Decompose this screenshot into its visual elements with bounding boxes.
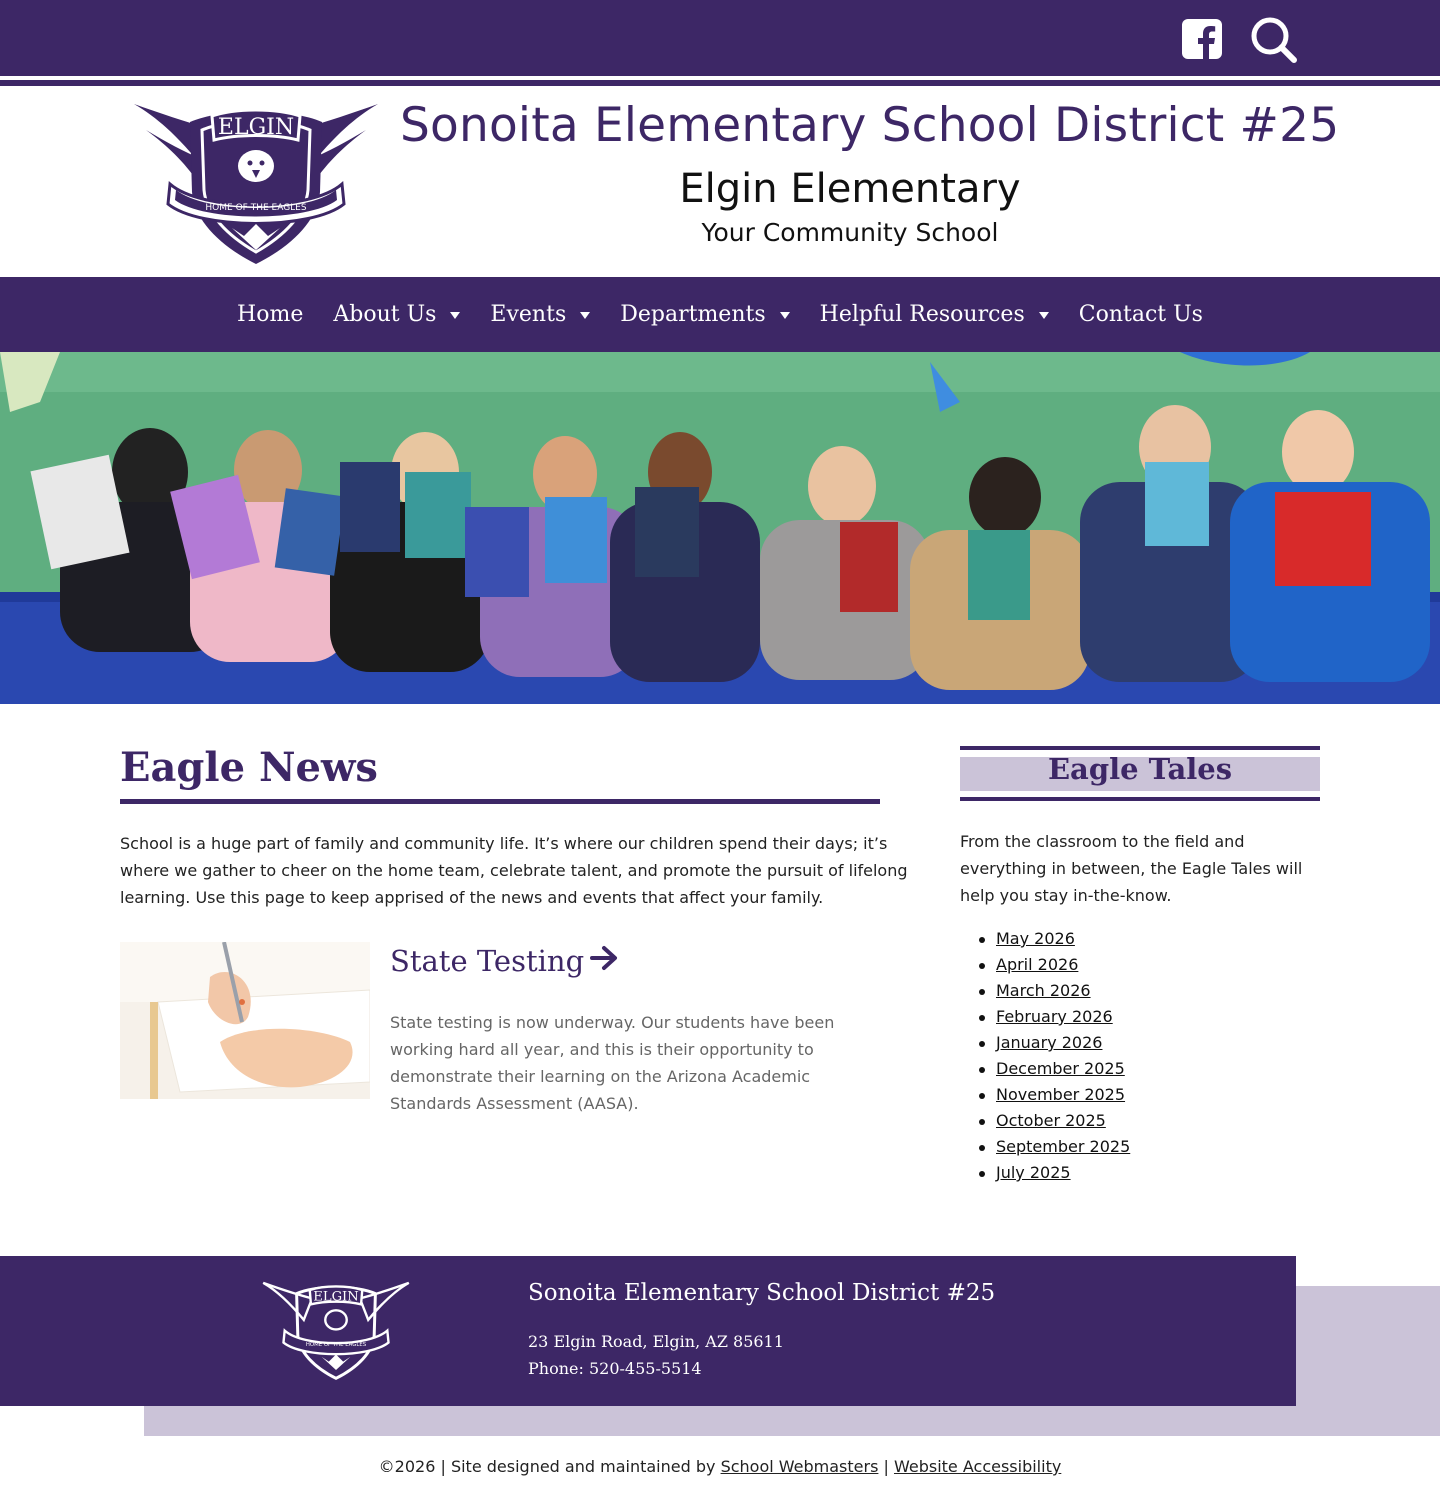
nav-item-label: Helpful Resources	[819, 302, 1025, 327]
accessibility-link[interactable]: Website Accessibility	[893, 1457, 1062, 1476]
page-title: Eagle News	[120, 744, 378, 791]
list-item	[960, 978, 1130, 1004]
facebook-icon[interactable]	[1182, 19, 1222, 59]
school-logo[interactable]	[132, 100, 380, 266]
nav-item-label: Contact Us	[1078, 302, 1203, 327]
school-tagline: Your Community School	[701, 218, 999, 247]
archive-link[interactable]: October 2025	[996, 1111, 1106, 1130]
archive-link[interactable]: May 2026	[996, 929, 1075, 948]
article-excerpt: State testing is now underway. Our students have been working hard all year, and this is their opportunity to demonstrate their learning on the Arizona Academic Standards Assessment (AASA).	[390, 1013, 835, 1113]
nav-item-label: Events	[490, 302, 567, 327]
copyright	[0, 1457, 1440, 1476]
webmaster-link[interactable]: School Webmasters	[720, 1457, 879, 1476]
copyright-separator: |	[883, 1457, 889, 1476]
article-title-link[interactable]	[390, 944, 620, 978]
list-item	[960, 1030, 1130, 1056]
title-divider	[120, 799, 880, 804]
sidebar-rule-top	[960, 746, 1320, 750]
archive-link[interactable]: February 2026	[996, 1007, 1113, 1026]
archive-link[interactable]: July 2025	[996, 1163, 1071, 1182]
archive-list	[960, 926, 1130, 1186]
search-icon[interactable]	[1250, 16, 1298, 64]
list-item	[960, 1108, 1130, 1134]
logo-text: ELGIN	[217, 115, 295, 140]
article-title: State Testing	[390, 944, 585, 978]
caret-down-icon	[580, 312, 590, 319]
list-item	[960, 952, 1130, 978]
list-item	[960, 1134, 1130, 1160]
list-item	[960, 1056, 1130, 1082]
sidebar-intro: From the classroom to the field and everything in between, the Eagle Tales will help you stay in-the-know.	[960, 832, 1303, 905]
top-bar-divider	[0, 80, 1440, 86]
nav-item-about-us[interactable]	[333, 302, 460, 327]
footer-title: Sonoita Elementary School District #25	[528, 1280, 996, 1306]
main-nav	[0, 277, 1440, 352]
hero-image	[0, 352, 1440, 704]
nav-item-label: Departments	[620, 302, 766, 327]
school-name: Elgin Elementary	[679, 166, 1021, 212]
archive-link[interactable]: November 2025	[996, 1085, 1126, 1104]
archive-link[interactable]: March 2026	[996, 981, 1091, 1000]
copyright-text: ©2026 | Site designed and maintained by	[378, 1457, 716, 1476]
caret-down-icon	[780, 312, 790, 319]
archive-link[interactable]: September 2025	[996, 1137, 1131, 1156]
footer-logo[interactable]	[262, 1280, 410, 1380]
archive-link[interactable]: April 2026	[996, 955, 1079, 974]
nav-item-events[interactable]	[490, 302, 590, 327]
caret-down-icon	[450, 312, 460, 319]
list-item	[960, 1160, 1130, 1186]
footer-logo-text: ELGIN	[313, 1289, 359, 1305]
caret-down-icon	[1039, 312, 1049, 319]
sidebar-rule-bottom	[960, 797, 1320, 801]
sidebar-title: Eagle Tales	[1047, 752, 1233, 786]
nav-item-helpful-resources[interactable]	[820, 302, 1049, 327]
footer-phone: Phone: 520-455-5514	[528, 1359, 702, 1378]
nav-item-label: Home	[237, 302, 304, 327]
list-item	[960, 1004, 1130, 1030]
arrow-right-icon	[590, 944, 620, 978]
article-thumbnail[interactable]	[120, 942, 370, 1099]
list-item	[960, 1082, 1130, 1108]
nav-item-label: About Us	[333, 302, 437, 327]
archive-link[interactable]: December 2025	[996, 1059, 1125, 1078]
top-bar	[0, 0, 1440, 76]
logo-banner-text: HOME OF THE EAGLES	[205, 203, 307, 213]
footer-logo-banner-text: HOME OF THE EAGLES	[305, 1342, 367, 1349]
nav-item-contact-us[interactable]	[1079, 302, 1203, 327]
news-intro: School is a huge part of family and community life. It’s where our children spend their days; it’s where we gather to cheer on the home team, celebrate talent, and promote the pursuit of lifelong learning. Use this page to keep apprised of the news and events that affect your family.	[120, 834, 908, 907]
nav-item-home[interactable]	[237, 302, 303, 327]
footer-address: 23 Elgin Road, Elgin, AZ 85611	[528, 1332, 784, 1351]
nav-item-departments[interactable]	[620, 302, 789, 327]
site-title: Sonoita Elementary School District #25	[400, 98, 1340, 153]
archive-link[interactable]: January 2026	[996, 1033, 1103, 1052]
list-item	[960, 926, 1130, 952]
